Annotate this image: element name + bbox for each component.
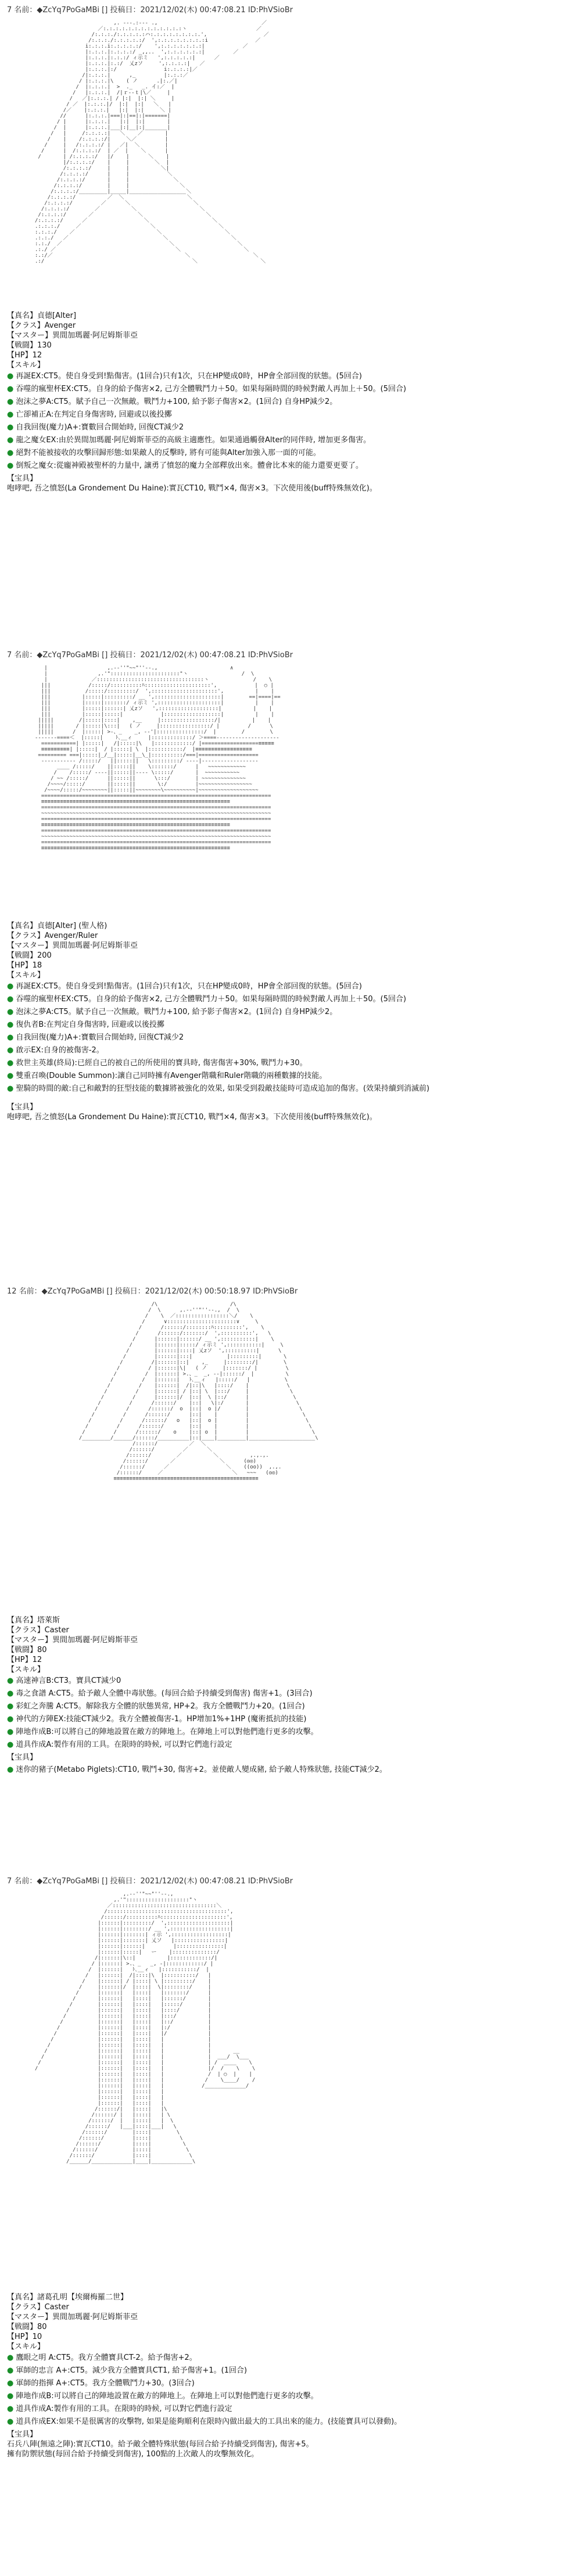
stat-true-name: 【真名】貞德[Alter] xyxy=(7,311,77,320)
ascii-art-jeanne-alter xyxy=(35,20,546,311)
skill-line: ● 倒叛之魔女:從龐神殿被聖杯的力量中, 讓勇了憤怒的魔力全部釋放出來。體會比本來的能力還要更要了。 xyxy=(7,461,363,470)
skill-line: ● 自我回復(魔力)A+:寶數回合開始時, 回復CT減少2 xyxy=(7,423,184,432)
bullet-icon: ● xyxy=(7,2379,14,2388)
skill-line: ● 聖騎的時間的敵:自己和敵對的狂型技能的數據將被強化的效果, 如果受到殺敵技能時可造成追加的傷害。(效果持續到消滅前) xyxy=(7,1084,430,1093)
skill-line: ● 道具作成A:製作有用的工具。在限時的時候, 可以對它們進行設定 xyxy=(7,1740,232,1749)
stat-master: 【マスター】異間加瑪麗·阿尼姆斯菲亞 xyxy=(7,941,138,950)
bullet-icon: ● xyxy=(7,1046,14,1055)
stat-skill-heading: 【スキル】 xyxy=(7,971,45,980)
post-header: 7 名前：◆ZcYq7PoGaMBi [] 投稿日：2021/12/02(木) 00:47:08.21 ID:PhVSioBr xyxy=(7,6,293,15)
bullet-icon: ● xyxy=(7,1765,14,1774)
skill-line: ● 神代的方陣EX:技能CT減少2。我方全體被傷害-1。HP增加1%+1HP (魔術抵抗的技能) xyxy=(7,1715,307,1724)
stat-hp: 【HP】12 xyxy=(7,351,42,360)
skill-line: ● 軍師的忠言 A+:CT5。減少我方全體寶具CT1, 給予傷害+1。(1回合) xyxy=(7,2366,248,2375)
bullet-icon: ● xyxy=(7,1715,14,1724)
ascii-art-medea-lily xyxy=(35,1302,546,1615)
stat-hp: 【HP】12 xyxy=(7,1656,42,1664)
bullet-icon: ● xyxy=(7,1059,14,1067)
noble-phantasm: 【宝具】 咆哮吧, 吾之憤怒(La Grondement Du Haine):實瓦CT10, 戰鬥×4, 傷害×3。下次使用後(buff特殊無效化)。 xyxy=(7,1103,377,1122)
skill-line: ● 彩虹之奔騰 A:CT5。解除我方全體的狀態異常, HP+2。我方全體戰鬥力+20。(1回合) xyxy=(7,1702,305,1711)
skill-line: ● 再誕EX:CT5。使自身受到!點傷害。(1回合)只有1次，只在HP變成0時，HP會全部回復的狀態。(5回合) xyxy=(7,982,362,991)
bullet-icon: ● xyxy=(7,1702,14,1711)
bullet-icon: ● xyxy=(7,410,14,419)
bullet-icon: ● xyxy=(7,1689,14,1698)
bullet-icon: ● xyxy=(7,1740,14,1749)
stat-battle: 【戦闘】200 xyxy=(7,951,52,960)
skill-line: ● 泡沫之夢A:CT5。賦予自己一次無敵。戰鬥力+100, 給予影子傷害×2。(1回合) 自身HP減少2。 xyxy=(7,1008,338,1016)
skill-line: ● 道具作成A:製作有用的工具。在限時的時候, 可以對它們進行設定 xyxy=(7,2405,232,2413)
skill-line: ● 迷你的豬子(Metabo Piglets):CT10, 戰鬥+30, 傷害+2。並使敵人變成豬, 給予敵人特殊狀態, 技能CT減少2。 xyxy=(7,1765,387,1774)
ascii-art-zhuge-liang xyxy=(35,1891,546,2292)
skill-line: ● 救世主英雄(終局):已經自己的被自己的所使用的寶具時, 傷害傷害+30%, 戰鬥力+30。 xyxy=(7,1059,307,1067)
stat-true-name: 【真名】貞德[Alter] (聖人格) xyxy=(7,922,107,930)
stat-master: 【マスター】異間加瑪麗·阿尼姆斯菲亞 xyxy=(7,1636,138,1645)
skill-line: ● 吞噬的瘋聖杯EX:CT5。自身的給予傷害×2, 己方全體戰鬥力＋50。如果每隔時間的時候對敵人再加上＋50。(5回合) xyxy=(7,995,407,1004)
skill-line: ● 亡卻補正A:在判定自身傷害時, 回避或以後投擲 xyxy=(7,410,172,419)
skill-line: ● 吞噬的瘋聖杯EX:CT5。自身的給予傷害×2, 己方全體戰鬥力＋50。如果每隔時間的時候對敵人再加上＋50。(5回合) xyxy=(7,385,407,393)
bullet-icon: ● xyxy=(7,1072,14,1080)
noble-phantasm-heading: 【宝具】 xyxy=(7,1753,38,1762)
bullet-icon: ● xyxy=(7,1676,14,1685)
post-4 xyxy=(0,1871,581,2460)
bullet-icon: ● xyxy=(7,423,14,432)
bullet-icon: ● xyxy=(7,2366,14,2375)
character-stats xyxy=(0,1615,581,1675)
noble-phantasm: 【宝具】 咆哮吧, 吾之憤怒(La Grondement Du Haine):實瓦CT10, 戰鬥×4, 傷害×3。下次使用後(buff特殊無效化)。 xyxy=(7,474,377,493)
bullet-icon: ● xyxy=(7,1008,14,1016)
character-stats xyxy=(0,921,581,980)
character-stats xyxy=(0,2292,581,2352)
skill-line: ● 再誕EX:CT5。使自身受到!點傷害。(1回合)只有1次，只在HP變成0時，HP會全部回復的狀態。(5回合) xyxy=(7,372,362,381)
skill-line: ● 龍之魔女EX:由於異間加瑪麗·阿尼姆斯菲亞的高級主適應性。如果通過觸發Alter的同伴時, 增加更多傷害。 xyxy=(7,436,371,445)
bullet-icon: ● xyxy=(7,461,14,470)
ascii-art-lines: ,.-‐''"~~"''‐-., ,.'"::::::::::::::::::::"ヽ ／:::::::::::::::::::::::::::::::::＼ /::::::::::::::::::::::::::::::::::::::', /::::::/::::::::::ﾊ:::::::::::::::::::::', |::::::|:::::::::/ ',::::::::::::::::::::| |::::::|::::::::/ __ ',:::::::::::::::::::| |::::::|:::::::| ィ示 ',::::::::::::::::::| |::::::|:::::::| 乂ソ |::::::::::::::::| |::::::|::::::| |:::::::::::::::| |::::::|:::::| ー |::::::::::::::/ /|::::::|\::| |:::::::::::::/| / |::::::| >.、_ _, -|::::::::::::/ | / |::::::| ﾄ､__ィ |:::::::::::/ | / |::::::| /|::::|\ |::::::::::/ | / |::::::| / |::::| \ |:::::::::/ | / |::::::|/ |::::| \|::::::::/ | / |::::::| |::::| |:::::::/ | / |::::::| |::::| |::::::/ | / |::::::| |::::| |:::::/ | / |::::::| |::::| |::::/ | / |::::::| |::::| |:::/ | / |::::::| |::::| |::/ | / |::::::| |::::| |:/ | / |::::::| |::::| |/ | / |::::::| |::::| | | / |::::::| |::::| | | / |::::::| |::::| | | __ / |::::::| |::::| | | ___/ \___ / |::::::| |::::| | | / ____ \ / |::::::| |::::| | |/ / \ \ |::::::| |::::| | / | ○ | | |::::::| |::::| | / \____/ / |::::::| |::::| | /_____________/ |::::::| |::::| | |::::::| |::::| | |::::::| |::::| | /::::::/| |::::| |\ /::::::/ | |::::| | \ /::::::/ | |::::| | \ /::::::/ |___|::::|___| \ /::::::/ |::::| \ /::::::/ |::::| \ /::::::/ |::::| \ /::::::/ |::::| \ /::::::/ |::::| \ /______/_____________|____|_____________\ xyxy=(35,1891,256,2165)
skill-line: ● 道具作成EX:如果不是很厲害的攻擊物, 如果是能夠順利在限時內做出最大的工具出來的能力。(技能寶具可以發動)。 xyxy=(7,2417,402,2426)
post-3 xyxy=(0,1281,581,1776)
stat-skill-heading: 【スキル】 xyxy=(7,361,45,370)
bullet-icon: ● xyxy=(7,1084,14,1093)
stat-skill-heading: 【スキル】 xyxy=(7,2342,45,2351)
skill-line: ● 啟示EX:自身的被傷害-2。 xyxy=(7,1046,104,1055)
stat-true-name: 【真名】塔萊斯 xyxy=(7,1616,60,1625)
stat-true-name: 【真名】諸葛孔明【埃爾梅羅二世】 xyxy=(7,2293,128,2302)
stat-battle: 【戦闘】80 xyxy=(7,1646,47,1654)
post-1 xyxy=(0,0,581,495)
skill-line: ● 陣地作成B:可以將自己的陣地設置在敵方的陣地上。在陣地上可以對他們進行更多的攻擊。 xyxy=(7,2392,318,2401)
ascii-art-lines: /\ /\ / \ ,.-‐''"''‐-., / \ / \ ／:::::::::::::::::＼/ \ / ∨::::::::::::::::::::::∨ \ / /::::::/::::::::ﾊ:::::::::', \ / /::::::/:::::::/ ',::::::::::', \ / |::::::|::::::/ __ ',:::::::::::| \ / |::::::|:::::/ ィ示ミ ',:::::::::::| \ / |::::::|::::| 乂zソ ',::::::::::| \ / |::::::|:::| |:::::::::| \ / /|::::::|::| ,_ |::::::::/| \ / / |::::::|\| ( ノ |:::::::/ | \ / / |::::::| >.、_ _, -‐|::::::/ | \ / / |::::::| ﾄ､__ィ |:::::/ | \ / / |::::::| /|::|\ |::::/ | \ / / |::::::| / |::| \ |:::/ | \ / / |::::::|/ |::| \ |::/ | \ / / /::::::/ |::| \|:/ | \ / / /::::::/ o |::| o |/ | \ / / /::::::/ |::| | | \ / / /::::::/ o |::| o | | \ / / /::::::/ |::| | | \ / / /::::::/ o |::| o | | \ /_________/______/::::::/__________|::|____|_________|_____________________\ /::::::/ ／ ＼ /::::::/ ／ ＼ /::::::/ ／ ＼ ,.,.,. /::::::/ ／ ＼ (◎◎) /::::::/ ／ ＼ ((oo)) ,.,. /::::::/ ／ ＼ ~~~ (◎◎) ≡≡≡≡≡≡≡≡≡≡≡≡≡≡≡≡≡≡≡≡≡≡≡≡≡≡≡≡≡≡≡≡≡≡≡≡≡≡≡≡≡≡≡≡≡≡ xyxy=(78,1302,318,1482)
bullet-icon: ● xyxy=(7,1728,14,1736)
stat-class: 【クラス】Caster xyxy=(7,1626,69,1635)
bullet-icon: ● xyxy=(7,2353,14,2362)
stat-class: 【クラス】Caster xyxy=(7,2303,69,2312)
noble-phantasm: 【宝具】 石兵八陣(無遠之陣):實瓦CT10。給予敵全體特殊狀態(每回合給予持續受到傷害), 傷害+5。 擁有防禦狀態(每回合給予持續受到傷害), 100點的上次敵人的攻擊無效化。 xyxy=(7,2430,314,2459)
skill-line: ● 毒之食譜 A:CT5。給予敵人全體中毒狀態。(每回合給予持續受到傷害) 傷害+1。(3回合) xyxy=(7,1689,313,1698)
bullet-icon: ● xyxy=(7,2417,14,2426)
stat-hp: 【HP】10 xyxy=(7,2333,42,2341)
skill-line: ● 雙重召喚(Double Summon):讓自己同時擁有Avenger階職和Ruler階職的兩種數據的技能。 xyxy=(7,1072,327,1080)
skill-line: ● 自我回復(魔力)A+:寶數回合開始時, 回復CT減少2 xyxy=(7,1033,184,1042)
stat-battle: 【戦闘】130 xyxy=(7,341,52,350)
ascii-art-jeanne-alter-saint xyxy=(35,665,546,921)
stat-battle: 【戦闘】80 xyxy=(7,2323,47,2331)
post-2 xyxy=(0,645,581,1123)
stat-hp: 【HP】18 xyxy=(7,961,42,970)
bullet-icon: ● xyxy=(7,436,14,445)
bullet-icon: ● xyxy=(7,2392,14,2401)
skill-line: ● 泡沫之夢A:CT5。賦予自己一次無敵。戰鬥力+100, 給予影子傷害×2。(1回合) 自身HP減少2。 xyxy=(7,397,338,406)
post-header: 12 名前：◆ZcYq7PoGaMBi [] 投稿日：2021/12/02(木) 00:50:18.97 ID:PhVSioBr xyxy=(7,1287,298,1296)
post-header: 7 名前：◆ZcYq7PoGaMBi [] 投稿日：2021/12/02(木) 00:47:08.21 ID:PhVSioBr xyxy=(7,651,293,660)
bullet-icon: ● xyxy=(7,449,14,457)
ascii-art-lines: ,. --‐.:‐‐- ., ／ ／:.:.:.:.:.:.:.:.:.:.:.:.:ヽ ／ /:.:.:./:.:.:.:.:ハ:.:.:.:.:.:.:.:.', ／ /:.:.:./:.:.:.:.:/ ',:.:.:.:.:.:.:.:i ／ i:.:.:.i:.:.:.:.:/ ',:.:.:.:.:.:.:| ／ |:.:.:.|:.:.:.:/ _,,.. ',:.:.:.:.:.:| ／ |:.:.:.|:.:.:/ ィ示ミ ',:.:.:.:.:| ／ |:.:.:.|:.:/ 乂zソ ',:.:.:.:| ／ |:.:.:.|:/ i:.:.:.:|／ /|:.:.:.| ,_ |:.:.:／ / |:.:.:.|\ ( ノ .|:.／| / |:.:.:.| > ._ _. イ:／ | / |:.:.:.| /|ｒ‐‐ｔ|\／ | / ／|:.:.:.| / |:| |:| ＼ | / ／ |:.:.:.|/ |:| |:| ＼ | /／ |:.:.:.| |:| |:| ＼ | // |:.:.:.|===|:|==|:|=======| / | |:.:.:.| |:| |:| | / | |:.:.:.|___|:|__|:|_______| / | /:.:.:.:| ＼ ／ | / | /:.:.:.:/| ＼／ | / | /:.:.:.:/ | ／| ＼ | / | /:.:.:.:/ | ／ | ＼ | / | /:.:.:.:/ |/ | ＼ | |/:.:.:.:/ | | ＼ | /:.:.:.:/ | | ＼| /:.:.:.:/ | | ＼ /:.:.:.:/ | | ＼ /:.:.:.:/ | | ＼ /:.:.:.:/_________|_____|__________________＼ /:.:.:.:/ ／ ＼ ＼ /:.:.:.:/ ／ ＼ ＼ /:.:.:.:/ ／ ＼ ＼ /:.:.:.:/ ／ ＼ ＼ /:.:.:.:/ ／ ＼ ＼ .:.:.:./ ／ ＼ ＼ :.:.:./ ／ ＼ ＼ .:.:./ ／ ＼ ＼ :.:./ ／ ＼ ＼ .:./ ／ ＼ ＼ :.:/／ ＼ ＼ .:/ ＼ ＼ xyxy=(35,20,269,264)
bullet-icon: ● xyxy=(7,397,14,406)
stat-class: 【クラス】Avenger/Ruler xyxy=(7,931,98,940)
bullet-icon: ● xyxy=(7,2405,14,2413)
bullet-icon: ● xyxy=(7,385,14,393)
stat-skill-heading: 【スキル】 xyxy=(7,1665,45,1674)
stat-class: 【クラス】Avenger xyxy=(7,321,76,330)
skill-line: ● 絕對不能被接收的攻擊回歸形態:如果敵人的反擊時, 將有可能與Alter加強入那一面的可能。 xyxy=(7,449,321,457)
post-header: 7 名前：◆ZcYq7PoGaMBi [] 投稿日：2021/12/02(木) 00:47:08.21 ID:PhVSioBr xyxy=(7,1877,293,1886)
skill-line: ● 鷹眼之明 A:CT5。我方全體寶具CT-2。給予傷害+2。 xyxy=(7,2353,197,2362)
skill-line: ● 軍師的指揮 A+:CT5。我方全體戰鬥力+30。(3回合) xyxy=(7,2379,195,2388)
ascii-art-lines: | ,.-‐''"~~"''‐-., ∧ | ,.'"::::::::::::::::::::::"ヽ / \ | ／::::::::::::::::::::::::::::::::::ヽ / \ ||| /:::::/::::::::::ﾊ:::::::::::::::::::::', | ○ | ||| /:::::/:::::::::/ ',:::::::::::::::::::::', | | ||| |:::::|:::::::::/ __ ',:::::::::::::::::::::| ==|====|== ||| |:::::|:::::::/ ィ示ミ ',::::::::::::::::::::| | | ||| |:::::|::::::| 乂zソ ',:::::::::::::::::::| | | ||| |:::::|:::::| |::::::::::::::::::| | | ||||| /|:::::|::::| ,__ |:::::::::::::::::/| | | ||||| / |:::::|\:::| ( ノ |::::::::::::::::/ | / \ ||||| / |:::::| >-、_ _, -‐'|:::::::::::::::/ | / \ -------====＜ |:::::| ﾄ､__ィ |:::::::::::::/ ＞====-------------------- ===========| |:::::| /|:::::|\ |::::::::::::/ |==================≡≡≡≡≡ ≡≡≡≡≡≡≡≡≡| |:::::| / |:::::| \ |:::::::::::/ |≡≡≡≡≡≡≡≡≡≡≡≡≡≡≡≡≡≡ ========= ===|:::::|_/__|:::::|__\_|::::::::::/===|=================== ----------- /:::::/ ||:::::|| \:::::::::/ ----|------------------ ____ /:::::/ ||:::::|| \:::::::/ | ~~~~~~~~~~~~ / /:::::/ ----||:::::||---- \:::::/ | ~~~~~~~~~~~ / ~~ /:::::/ ||:::::|| \:::/ | ~~~~~~~~~~~~~~ /~~~~/:::::/ ||:::::|| \:/ |~~~~~~~~~~~~~~~~~ /~~~~/:::::/~~~~~~~~||:::::||~~~~~~~~\~~~~~~~~~~|~~~~~~~~~~~~~~~~~~~ ========================================================================= ≡≡≡≡≡≡≡≡≡≡≡≡≡≡≡≡≡≡≡≡≡≡≡≡≡≡≡≡≡≡≡≡≡≡≡≡≡≡≡≡≡≡≡≡≡≡≡≡≡≡≡≡≡≡≡≡≡≡≡≡ ========================================================================= ~~~~~~~~~~~~~~~~~~~~~~~~~~~~~~~~~~~~~~~~~~~~~~~~~~~~~~~~~~~~~~~~~~~~~~~~~ ========================================================================= ≡≡≡≡≡≡≡≡≡≡≡≡≡≡≡≡≡≡≡≡≡≡≡≡≡≡≡≡≡≡≡≡≡≡≡≡≡≡≡≡≡≡≡≡≡≡≡≡≡≡≡≡≡≡≡≡≡≡≡≡ ========================================================================= ~~~~~~~~~~~~~~~~~~~~~~~~~~~~~~~~~~~~~~~~~~~~~~~~~~~~~~~~~~~~~~~~~~~~~~~~~ ========================================================================= ≡≡≡≡≡≡≡≡≡≡≡≡≡≡≡≡≡≡≡≡≡≡≡≡≡≡≡≡≡≡≡≡≡≡≡≡≡≡≡≡≡≡≡≡≡≡≡≡≡≡≡≡≡≡≡≡≡≡≡≡ xyxy=(35,665,281,851)
skill-line: ● 復仇者B:在判定自身傷害時, 回避或以後投擲 xyxy=(7,1020,164,1029)
bullet-icon: ● xyxy=(7,982,14,991)
bullet-icon: ● xyxy=(7,1020,14,1029)
stat-master: 【マスター】異間加瑪麗·阿尼姆斯菲亞 xyxy=(7,331,138,340)
character-stats xyxy=(0,311,581,370)
skill-line: ● 高速神言B:CT3。寶具CT減少0 xyxy=(7,1676,121,1685)
bullet-icon: ● xyxy=(7,995,14,1004)
skill-line: ● 陣地作成B:可以將自己的陣地設置在敵方的陣地上。在陣地上可以對他們進行更多的攻擊。 xyxy=(7,1728,318,1736)
bullet-icon: ● xyxy=(7,372,14,381)
bullet-icon: ● xyxy=(7,1033,14,1042)
stat-master: 【マスター】異間加瑪麗·阿尼姆斯菲亞 xyxy=(7,2313,138,2321)
